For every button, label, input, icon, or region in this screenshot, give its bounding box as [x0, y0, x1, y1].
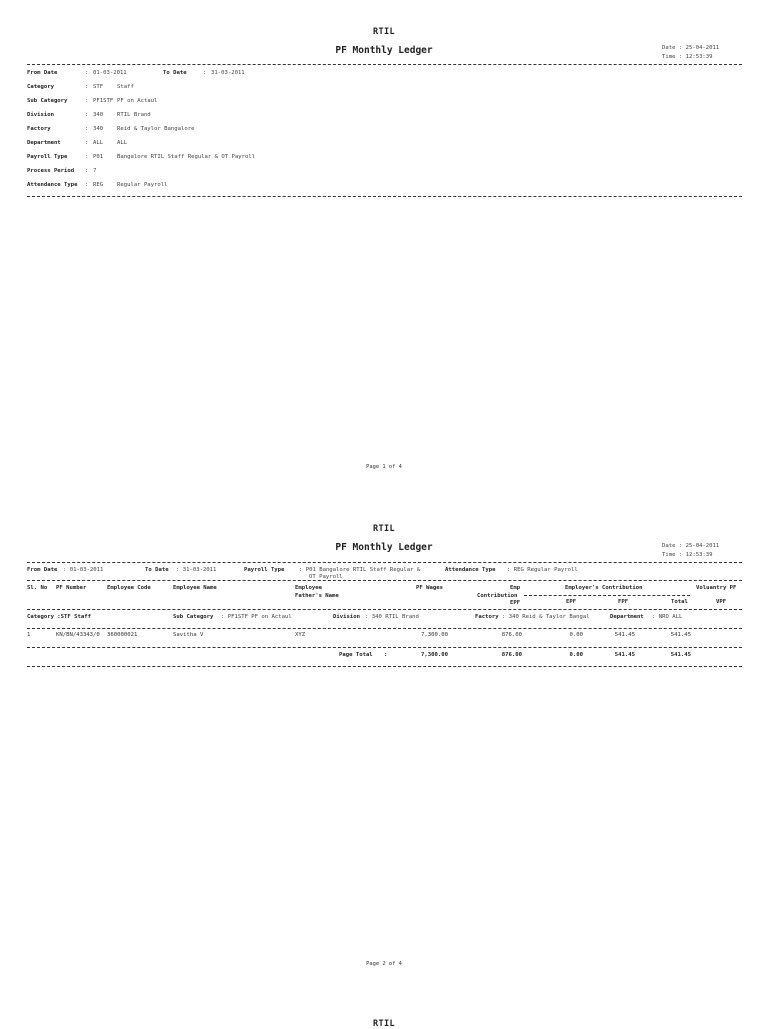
page-total-emp-epf: 876.00 — [501, 652, 522, 658]
col-fpf: FPF — [618, 599, 629, 605]
col-fathers-name: Father's Name — [295, 593, 339, 599]
group-subcategory-value: : PF1STF PF on Actaul — [221, 614, 292, 620]
from-date-value: : 01-03-2011 — [63, 567, 104, 573]
col-emp-epf: EPF — [510, 600, 521, 606]
page-total-fpf: 541.45 — [614, 652, 635, 658]
to-date-label: To Date — [163, 70, 187, 76]
param-code: P01 — [93, 154, 104, 160]
param-code: 340 — [93, 126, 104, 132]
col-employee-name: Employee Name — [173, 585, 217, 591]
report-title-page2: PF Monthly Ledger — [335, 542, 433, 553]
param-code: REG — [93, 182, 104, 188]
param-desc: Staff — [117, 84, 134, 90]
row-er-epf: 0.00 — [569, 632, 583, 638]
group-department-label: Department — [610, 614, 644, 620]
row-emp-epf: 876.00 — [501, 632, 522, 638]
col-epf: EPF — [566, 599, 577, 605]
col-sl-no: Sl. No — [27, 585, 48, 591]
param-label: Process Period — [27, 168, 75, 174]
to-date-value: : 31-03-2011 — [176, 567, 217, 573]
param-sep: : — [85, 84, 89, 90]
col-contribution: Contribution — [477, 593, 518, 599]
col-pf-number: PF Number — [56, 585, 87, 591]
row-fathers-name: XYZ — [295, 632, 306, 638]
col-pf-wages: PF Wages — [416, 585, 443, 591]
time-value: 12:53:39 — [685, 54, 713, 60]
param-label: Department — [27, 140, 61, 146]
time-value: 12:53:39 — [685, 552, 713, 558]
param-code: STF — [93, 84, 104, 90]
param-desc: RTIL Brand — [117, 112, 151, 118]
divider — [27, 580, 742, 581]
group-division-value: : 340 RTIL Brand — [365, 614, 419, 620]
divider — [27, 647, 742, 648]
divider — [27, 628, 742, 629]
divider — [524, 595, 690, 596]
page-total-pf-wages: 7,300.00 — [421, 652, 448, 658]
from-date-label: From Date — [27, 567, 58, 573]
row-fpf: 541.45 — [614, 632, 635, 638]
row-total: 541.45 — [670, 632, 691, 638]
page-total-sep: : — [384, 652, 388, 658]
report-date-page1 — [662, 45, 719, 52]
row-pf-wages: 7,300.00 — [421, 632, 448, 638]
to-date-label: To Date — [145, 567, 169, 573]
page-total-er-epf: 0.00 — [569, 652, 583, 658]
col-employee: Employee — [295, 585, 322, 591]
param-label: Category — [27, 84, 54, 90]
report-title-page1: PF Monthly Ledger — [335, 45, 433, 56]
row-sl-no: 1 — [27, 632, 31, 638]
param-label: Sub Category — [27, 98, 68, 104]
attendance-type-label: Attendance Type — [445, 567, 496, 573]
divider — [27, 666, 742, 667]
page-total-label: Page Total — [339, 652, 373, 658]
param-code: ALL — [93, 140, 104, 146]
param-label: Factory — [27, 126, 51, 132]
param-label: Division — [27, 112, 54, 118]
param-desc: Regular Payroll — [117, 182, 168, 188]
divider — [27, 562, 742, 563]
col-voluntary-pf: Voluantry PF — [696, 585, 737, 591]
group-subcategory-label: Sub Category — [173, 614, 214, 620]
attendance-type-value: : REG Regular Payroll — [507, 567, 578, 573]
row-pf-number: KN/BN/43343/0 — [56, 632, 100, 638]
param-desc: ALL — [117, 140, 128, 146]
param-sep: : — [85, 168, 89, 174]
col-total: Total — [671, 599, 688, 605]
payroll-type-value: : P01 Bangalore RTIL Staff Regular & — [299, 567, 421, 573]
page-total-total: 541.45 — [670, 652, 691, 658]
time-label: Time : — [662, 552, 683, 558]
payroll-type-value-cont: OT Payroll — [309, 574, 343, 580]
row-employee-code: 360000021 — [107, 632, 138, 638]
group-factory-value: : 340 Reid & Taylor Bangal — [502, 614, 590, 620]
report-time-page1 — [662, 54, 713, 61]
group-factory-label: Factory — [475, 614, 499, 620]
col-employers-contribution: Employer's Contribution — [565, 585, 643, 591]
param-desc: PF on Actaul — [117, 98, 158, 104]
to-date-value: 31-03-2011 — [211, 70, 245, 76]
param-code: 340 — [93, 112, 104, 118]
param-label: Payroll Type — [27, 154, 68, 160]
payroll-type-label: Payroll Type — [244, 567, 285, 573]
page-footer: Page 2 of 4 — [366, 961, 402, 967]
param-code: 01-03-2011 — [93, 70, 127, 76]
time-label: Time : — [662, 54, 683, 60]
col-vpf: VPF — [716, 599, 727, 605]
param-sep: : — [85, 126, 89, 132]
param-code: PF1STF — [93, 98, 114, 104]
divider — [27, 64, 742, 65]
param-sep: : — [85, 182, 89, 188]
date-value: 25-04-2011 — [685, 45, 720, 51]
company-name-page1: RTIL — [372, 27, 396, 37]
param-desc: Bangalore RTIL Staff Regular & OT Payroll — [117, 154, 256, 160]
param-sep: : — [203, 70, 207, 76]
group-category-text: Category :STF Staff — [27, 614, 91, 620]
param-desc: Reid & Taylor Bangalore — [117, 126, 195, 132]
date-label: Date : — [662, 45, 683, 51]
group-category — [27, 614, 91, 621]
report-date-page2 — [662, 543, 719, 550]
divider — [27, 196, 742, 197]
date-label: Date : — [662, 543, 683, 549]
divider — [27, 609, 742, 610]
param-sep: : — [85, 112, 89, 118]
group-department-value: : NRO ALL — [652, 614, 683, 620]
page-footer: Page 1 of 4 — [366, 464, 402, 470]
date-value: 25-04-2011 — [685, 543, 720, 549]
company-name-page2: RTIL — [372, 524, 396, 534]
col-emp: Emp — [510, 585, 521, 591]
param-sep: : — [85, 98, 89, 104]
param-sep: : — [85, 70, 89, 76]
row-employee-name: Savitha V — [173, 632, 204, 638]
param-label: Attendance Type — [27, 182, 78, 188]
report-time-page2 — [662, 552, 713, 559]
company-name-page3: RTIL — [372, 1019, 396, 1029]
param-sep: : — [85, 154, 89, 160]
param-sep: : — [85, 140, 89, 146]
param-label: From Date — [27, 70, 58, 76]
param-code: 7 — [93, 168, 97, 174]
group-division-label: Division — [333, 614, 360, 620]
col-employee-code: Employee Code — [107, 585, 151, 591]
